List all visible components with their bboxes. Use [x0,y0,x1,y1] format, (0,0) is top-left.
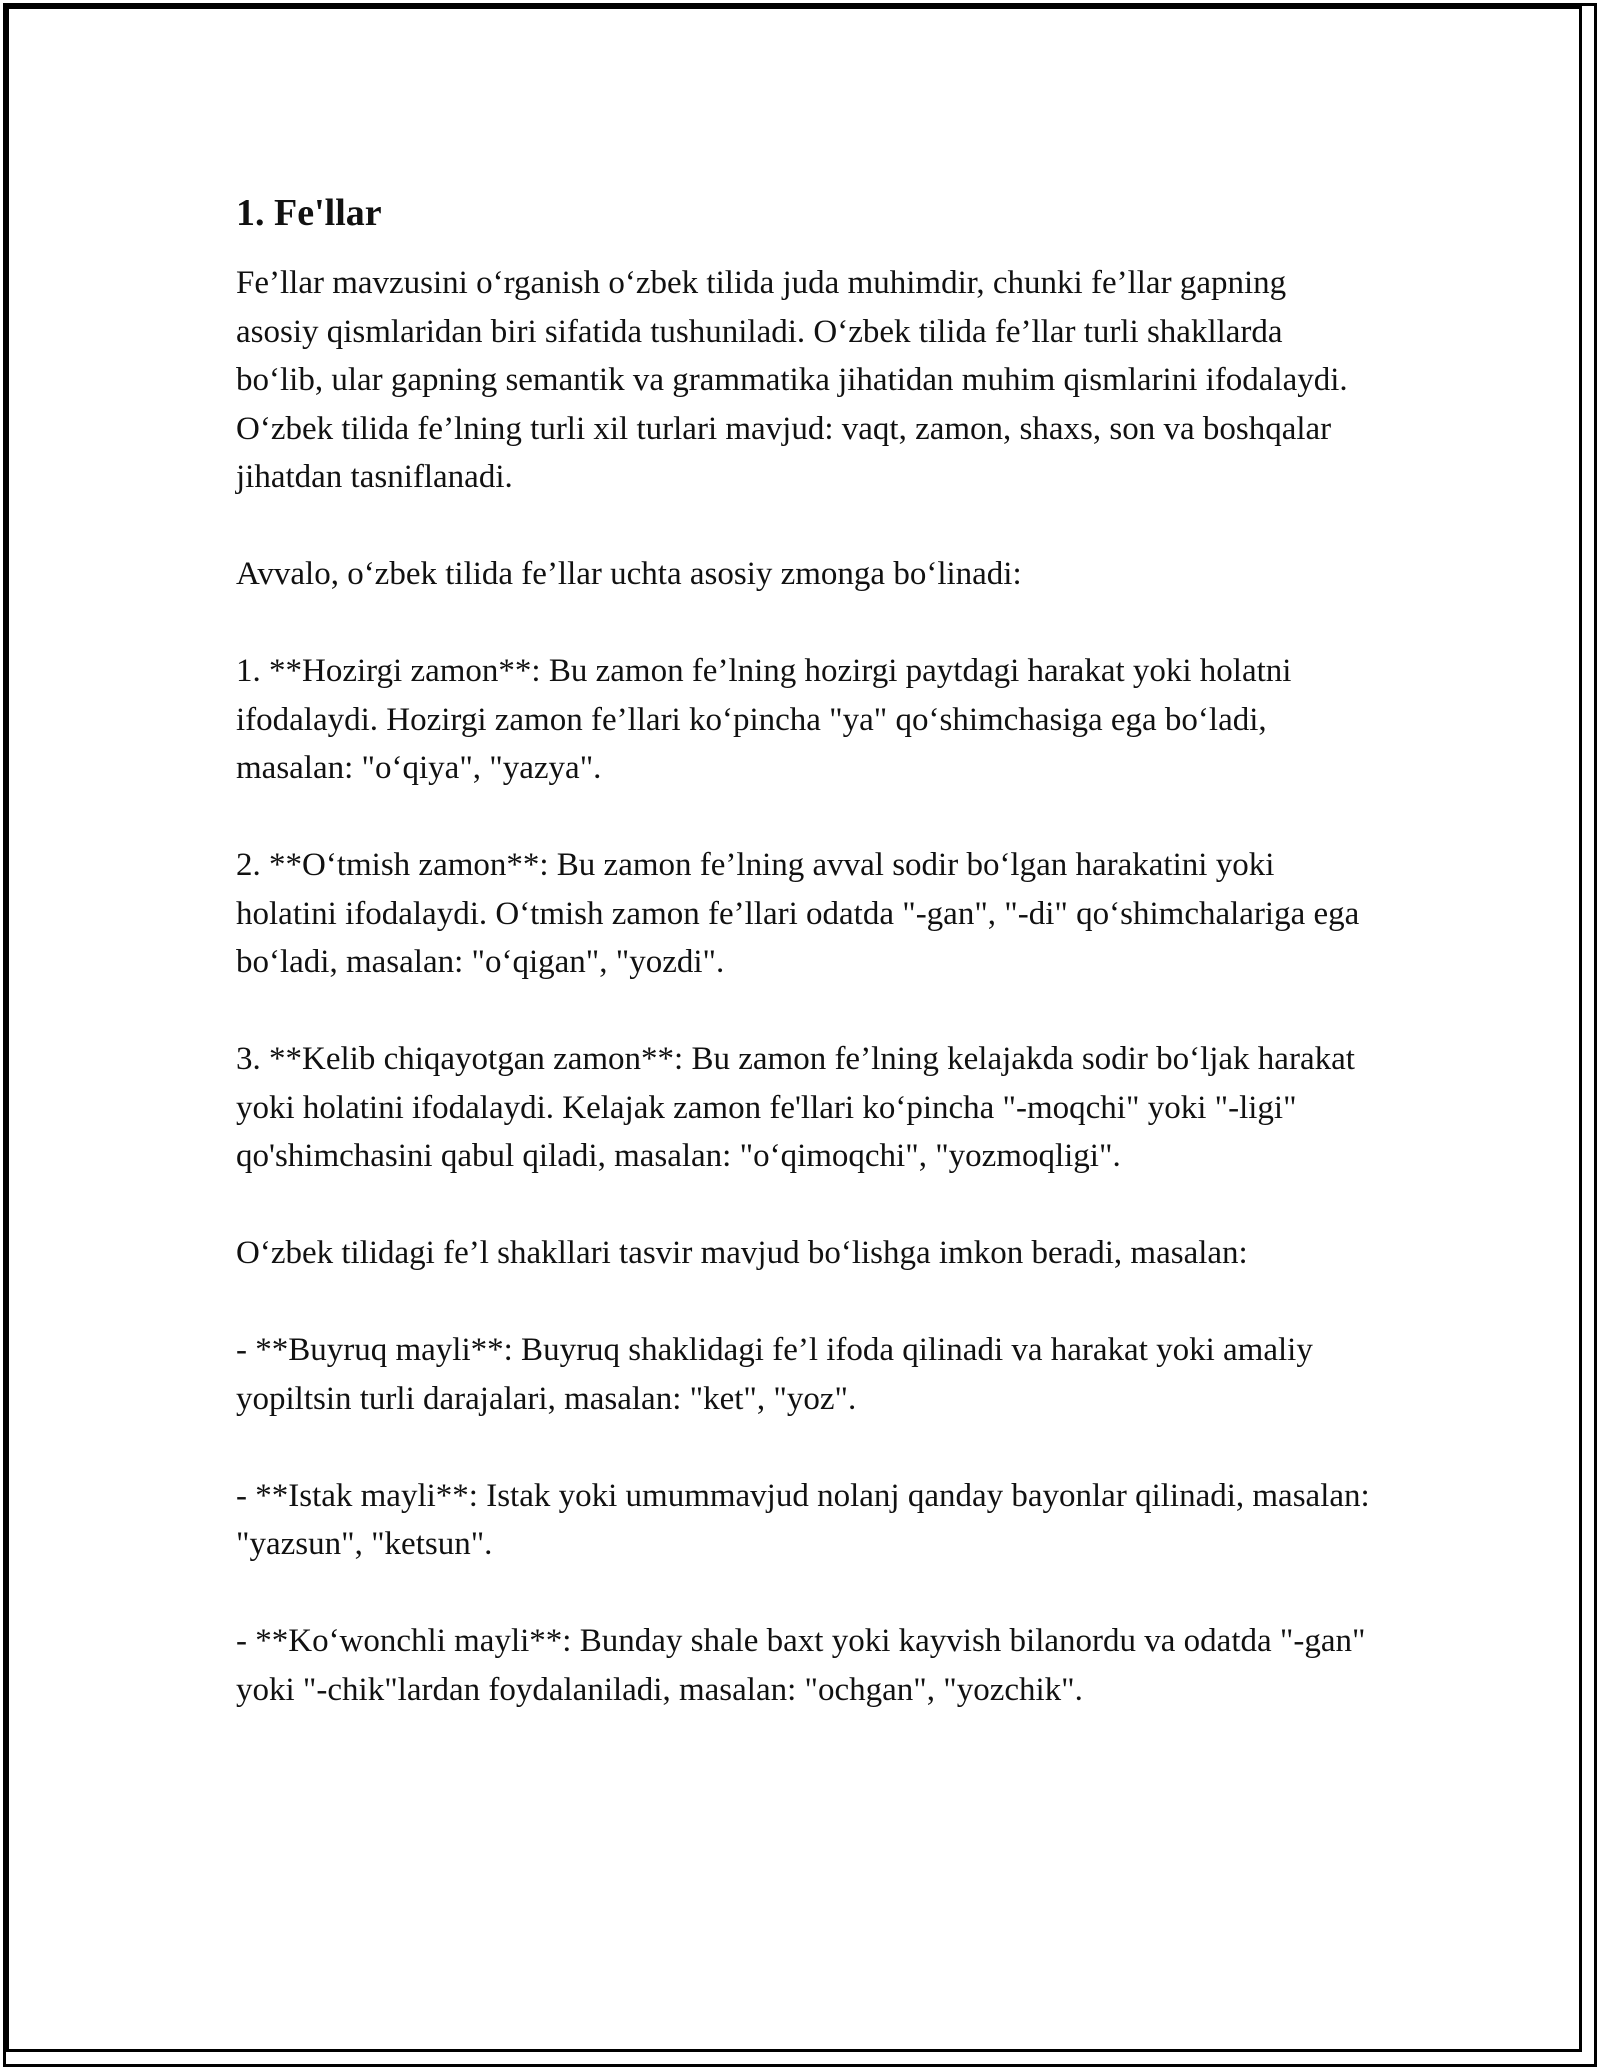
desire-mood-paragraph: - **Istak mayli**: Istak yoki umummavjud nolanj qanday bayonlar qilinadi, masalan: "yazsun", "ketsun". [236,1477,1370,1562]
future-tense-paragraph: 3. **Kelib chiqayotgan zamon**: Bu zamon fe’lning kelajakda sodir bo‘ljak harakat yoki holatini ifodalaydi. Kelajak zamon fe'llari ko‘pincha "-moqchi" yoki "-ligi" qo'shimchasini qabul qiladi, masalan: "o‘qimoqchi", "yozmoqligi". [236,1041,1355,1174]
third-mood-paragraph: - **Ko‘wonchli mayli**: Bunday shale baxt yoki kayvish bilanordu va odatda "-gan" yoki "-chik"lardan foydalaniladi, masalan: "ochgan", "yozchik". [236,1623,1366,1708]
past-tense-paragraph: 2. **O‘tmish zamon**: Bu zamon fe’lning avval sodir bo‘lgan harakatini yoki holatini ifodalaydi. O‘tmish zamon fe’llari odatda "-gan", "-di" qo‘shimchalariga ega bo‘ladi, masalan: "o‘qigan", "yozdi". [236,847,1360,980]
document-body [236,185,1376,1763]
present-tense-paragraph: 1. **Hozirgi zamon**: Bu zamon fe’lning hozirgi paytdagi harakat yoki holatni ifodalaydi. Hozirgi zamon fe’llari ko‘pincha "ya" qo‘shimchasiga ega bo‘ladi, masalan: "o‘qiya", "yazya". [236,653,1292,786]
tenses-intro-paragraph: Avvalo, o‘zbek tilida fe’llar uchta asosiy zmonga bo‘linadi: [236,556,1022,592]
imperative-mood-paragraph: - **Buyruq mayli**: Buyruq shaklidagi fe’l ifoda qilinadi va harakat yoki amaliy yopiltsin turli darajalari, masalan: "ket", "yoz". [236,1332,1313,1417]
moods-intro-paragraph: O‘zbek tilidagi fe’l shakllari tasvir mavjud bo‘lishga imkon beradi, masalan: [236,1235,1248,1271]
section-heading: 1. Fe'llar [236,192,382,234]
intro-paragraph: Fe’llar mavzusini o‘rganish o‘zbek tilida juda muhimdir, chunki fe’llar gapning asosiy qismlaridan biri sifatida tushuniladi. O‘zbek tilida fe’llar turli shakllarda bo‘lib, ular gapning semantik va grammatika jihatidan muhim qismlarini ifodalaydi. O‘zbek tilida fe’lning turli xil turlari mavjud: vaqt, zamon, shaxs, son va boshqalar jihatdan tasniflanadi. [236,265,1348,495]
